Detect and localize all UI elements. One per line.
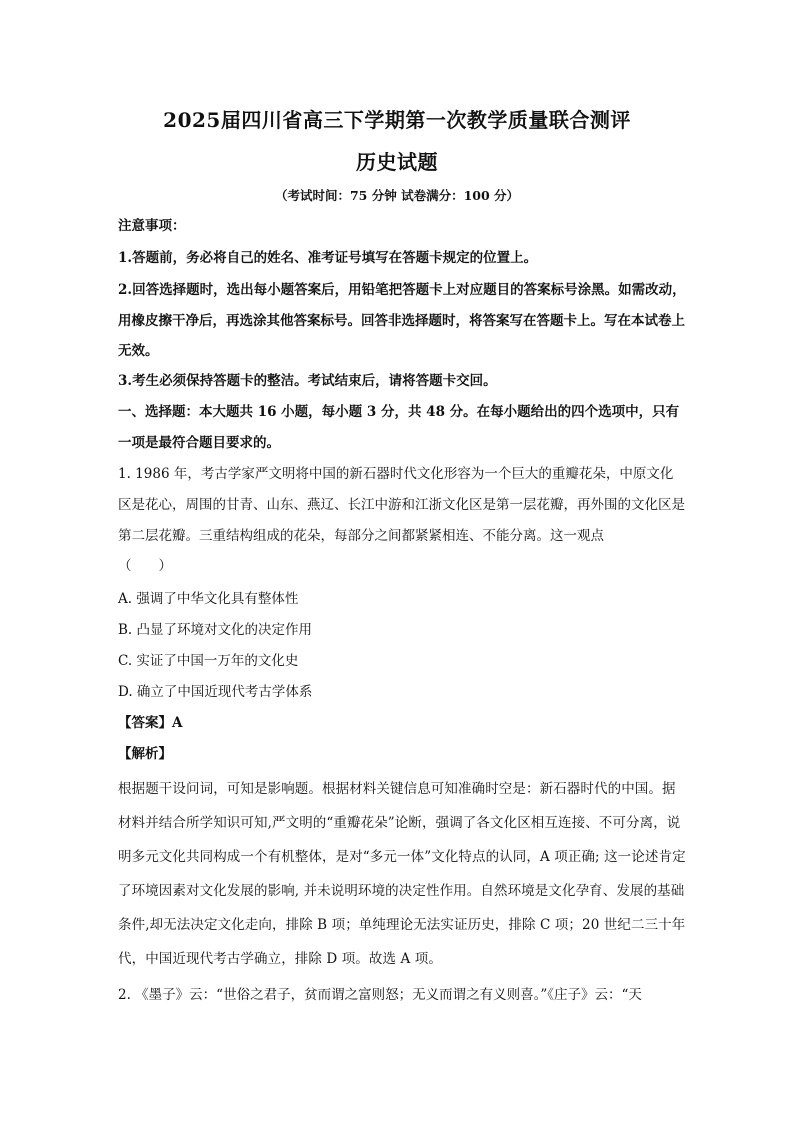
question-1-option-c: C. 实证了中国一万年的文化史 bbox=[118, 653, 299, 669]
exam-info: （考试时间：75 分钟 试卷满分：100 分） bbox=[274, 188, 520, 203]
question-1-option-d: D. 确立了中国近现代考古学体系 bbox=[118, 684, 313, 700]
question-1-analysis: 根据题干设问词，可知是影响题。根据材料关键信息可知准确时空是：新石器时代的中国。据材料并结合所学知识可知,严文明的“重瓣花朵”论断，强调了各文化区相互连接、不可分离，说明多元文化共同构成一个有机整体，是对“多元一体”文化特点的认同，A 项正确; 这一论述肯定了环境因素对文化发展的影响, 并未说明环境的决定性作用。自然环境是文化孕育、发展的基础条件,却无法决定文化走向，排除 B 项；单纯理论无法实证历史，排除 C 项；20 世纪二三十年代，中国近现代考古学确立，排除 D 项。故选 A 项。 bbox=[118, 781, 686, 967]
notice-item-3: 3.考生必须保持答题卡的整洁。考试结束后，请将答题卡交回。 bbox=[118, 373, 497, 389]
question-1-analysis-label: 【解析】 bbox=[118, 746, 172, 762]
question-2-stem: 2. 《墨子》云：“世俗之君子，贫而谓之富则怒；无义而谓之有义则喜。”《庄子》云：“天 bbox=[118, 987, 642, 1003]
exam-title: 2025届四川省高三下学期第一次教学质量联合测评 bbox=[163, 108, 631, 132]
question-1-stem: 1. 1986 年，考古学家严文明将中国的新石器时代文化形容为一个巨大的重瓣花朵，中原文化区是花心，周围的甘青、山东、燕辽、长江中游和江浙文化区是第一层花瓣，再外围的文化区是第二层花瓣。三重结构组成的花朵，每部分之间都紧紧相连、不能分离。这一观点 bbox=[118, 466, 685, 544]
notice-heading: 注意事项： bbox=[118, 218, 186, 234]
question-1-answer-blank: （ ） bbox=[118, 558, 172, 574]
section-heading: 一、选择题：本大题共 16 小题，每小题 3 分，共 48 分。在每小题给出的四个选项中，只有一项是最符合题目要求的。 bbox=[118, 404, 680, 451]
question-1-answer: 【答案】A bbox=[118, 715, 183, 731]
notice-item-1: 1.答题前，务必将自己的姓名、准考证号填写在答题卡规定的位置上。 bbox=[118, 250, 538, 266]
notice-item-2: 2.回答选择题时，选出每小题答案后，用铅笔把答题卡上对应题目的答案标号涂黑。如需改动，用橡皮擦干净后，再选涂其他答案标号。回答非选择题时，将答案写在答题卡上。写在本试卷上无效。 bbox=[118, 282, 686, 359]
exam-subject: 历史试题 bbox=[356, 150, 438, 174]
question-1-option-a: A. 强调了中华文化具有整体性 bbox=[118, 591, 299, 607]
question-1-option-b: B. 凸显了环境对文化的决定作用 bbox=[118, 622, 313, 638]
